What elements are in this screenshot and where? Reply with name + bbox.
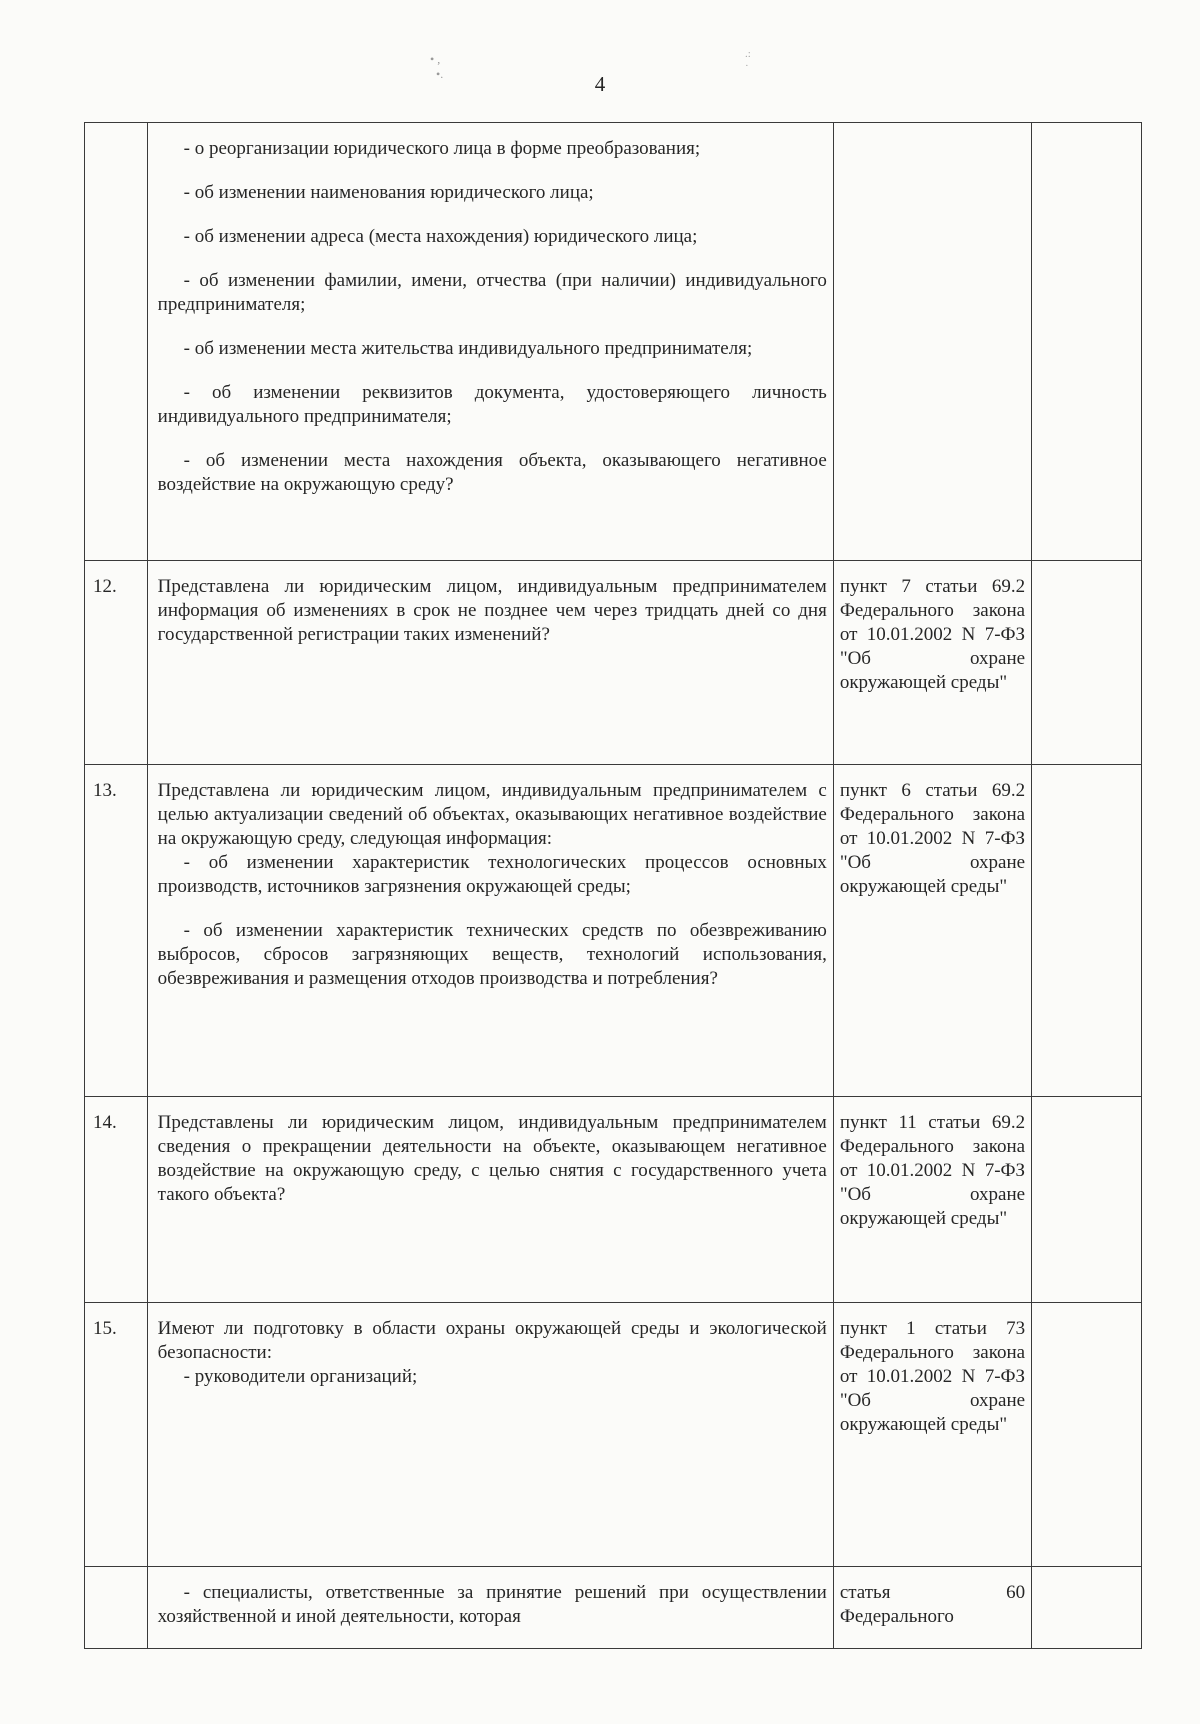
row-number [85,1567,148,1649]
answer-cell [1032,561,1142,765]
reference-second-line: Федерального [839,1606,954,1627]
list-item: - об изменении наименования юридического лица; [183,182,594,203]
scan-speck: .: · [745,48,751,72]
list-item: - об изменении адреса (места нахождения) юридического лица; [183,226,698,247]
question-text: Представлена ли юридическим лицом, индивидуальным предпринимателем информация об изменениях в срок не позднее чем через тридцать дней со дня государственной регистрации таких изменений? [157,576,827,645]
list-item: - о реорганизации юридического лица в форме преобразования; [183,138,701,159]
question-text: - специалисты, ответственные за принятие решений при осуществлении хозяйственной и иной деятельности, которая [157,1582,827,1627]
question-text: Имеют ли подготовку в области охраны окружающей среды и экологической безопасности: [157,1318,827,1363]
question-cell [147,1097,833,1303]
checklist-table [84,122,1142,1649]
answer-cell [1032,765,1142,1097]
question-cell [147,765,833,1097]
table-row [85,561,1142,765]
reference-cell: пункт 11 статьи 69.2 Федерального закона от 10.01.2002 N 7-ФЗ "Об охране окружающей среды" [833,1097,1031,1303]
scan-speck: • , •. [430,52,444,81]
list-item: - об изменении места жительства индивидуального предпринимателя; [183,338,753,359]
reference-cell: пункт 1 статьи 73 Федерального закона от 10.01.2002 N 7-ФЗ "Об охране окружающей среды" [833,1303,1031,1567]
reference-cell [833,123,1031,561]
question-cell [147,1567,833,1649]
answer-cell [1032,1567,1142,1649]
reference-first-line [840,1581,1025,1605]
row-number: 13. [85,765,148,1097]
answer-cell [1032,1097,1142,1303]
row-number [85,123,148,561]
reference-cell [833,1567,1031,1649]
reference-word: статья [839,1582,891,1603]
question-cell [147,561,833,765]
row-number: 15. [85,1303,148,1567]
question-text: Представлена ли юридическим лицом, индивидуальным предпринимателем с целью актуализации сведений об объектах, оказывающих негативное воздействие на окружающую среду, следующая информация: [157,780,827,849]
table-row [85,1303,1142,1567]
answer-cell [1032,1303,1142,1567]
table-row [85,1567,1142,1649]
list-item: - об изменении места нахождения объекта, оказывающего негативное воздействие на окружающую среду? [157,450,827,495]
table-row [85,1097,1142,1303]
list-item: - об изменении фамилии, имени, отчества (при наличии) индивидуального предпринимателя; [157,270,827,315]
reference-cell: пункт 7 статьи 69.2 Федерального закона от 10.01.2002 N 7-ФЗ "Об охране окружающей среды" [833,561,1031,765]
reference-cell: пункт 6 статьи 69.2 Федерального закона от 10.01.2002 N 7-ФЗ "Об охране окружающей среды" [833,765,1031,1097]
row-number: 14. [85,1097,148,1303]
table-row [85,765,1142,1097]
reference-number: 60 [1006,1582,1026,1603]
sub-item: - руководители организаций; [183,1366,418,1387]
answer-cell [1032,123,1142,561]
question-text: Представлены ли юридическим лицом, индивидуальным предпринимателем сведения о прекращении деятельности на объекте, оказывающем негативное воздействие на окружающую среду, с целью снятия с государственного учета такого объекта? [157,1112,827,1205]
row-number: 12. [85,561,148,765]
list-item: - об изменении реквизитов документа, удостоверяющего личность индивидуального предпринимателя; [157,382,827,427]
sub-item: - об изменении характеристик технологических процессов основных производств, источников загрязнения окружающей среды; [157,852,827,897]
table-row [85,123,1142,561]
sub-item: - об изменении характеристик технических средств по обезвреживанию выбросов, сбросов загрязняющих веществ, технологий использования, обезвреживания и размещения отходов производства и потребления? [157,920,827,989]
page-number: 4 [594,72,606,96]
question-cell [147,1303,833,1567]
question-cell [147,123,833,561]
